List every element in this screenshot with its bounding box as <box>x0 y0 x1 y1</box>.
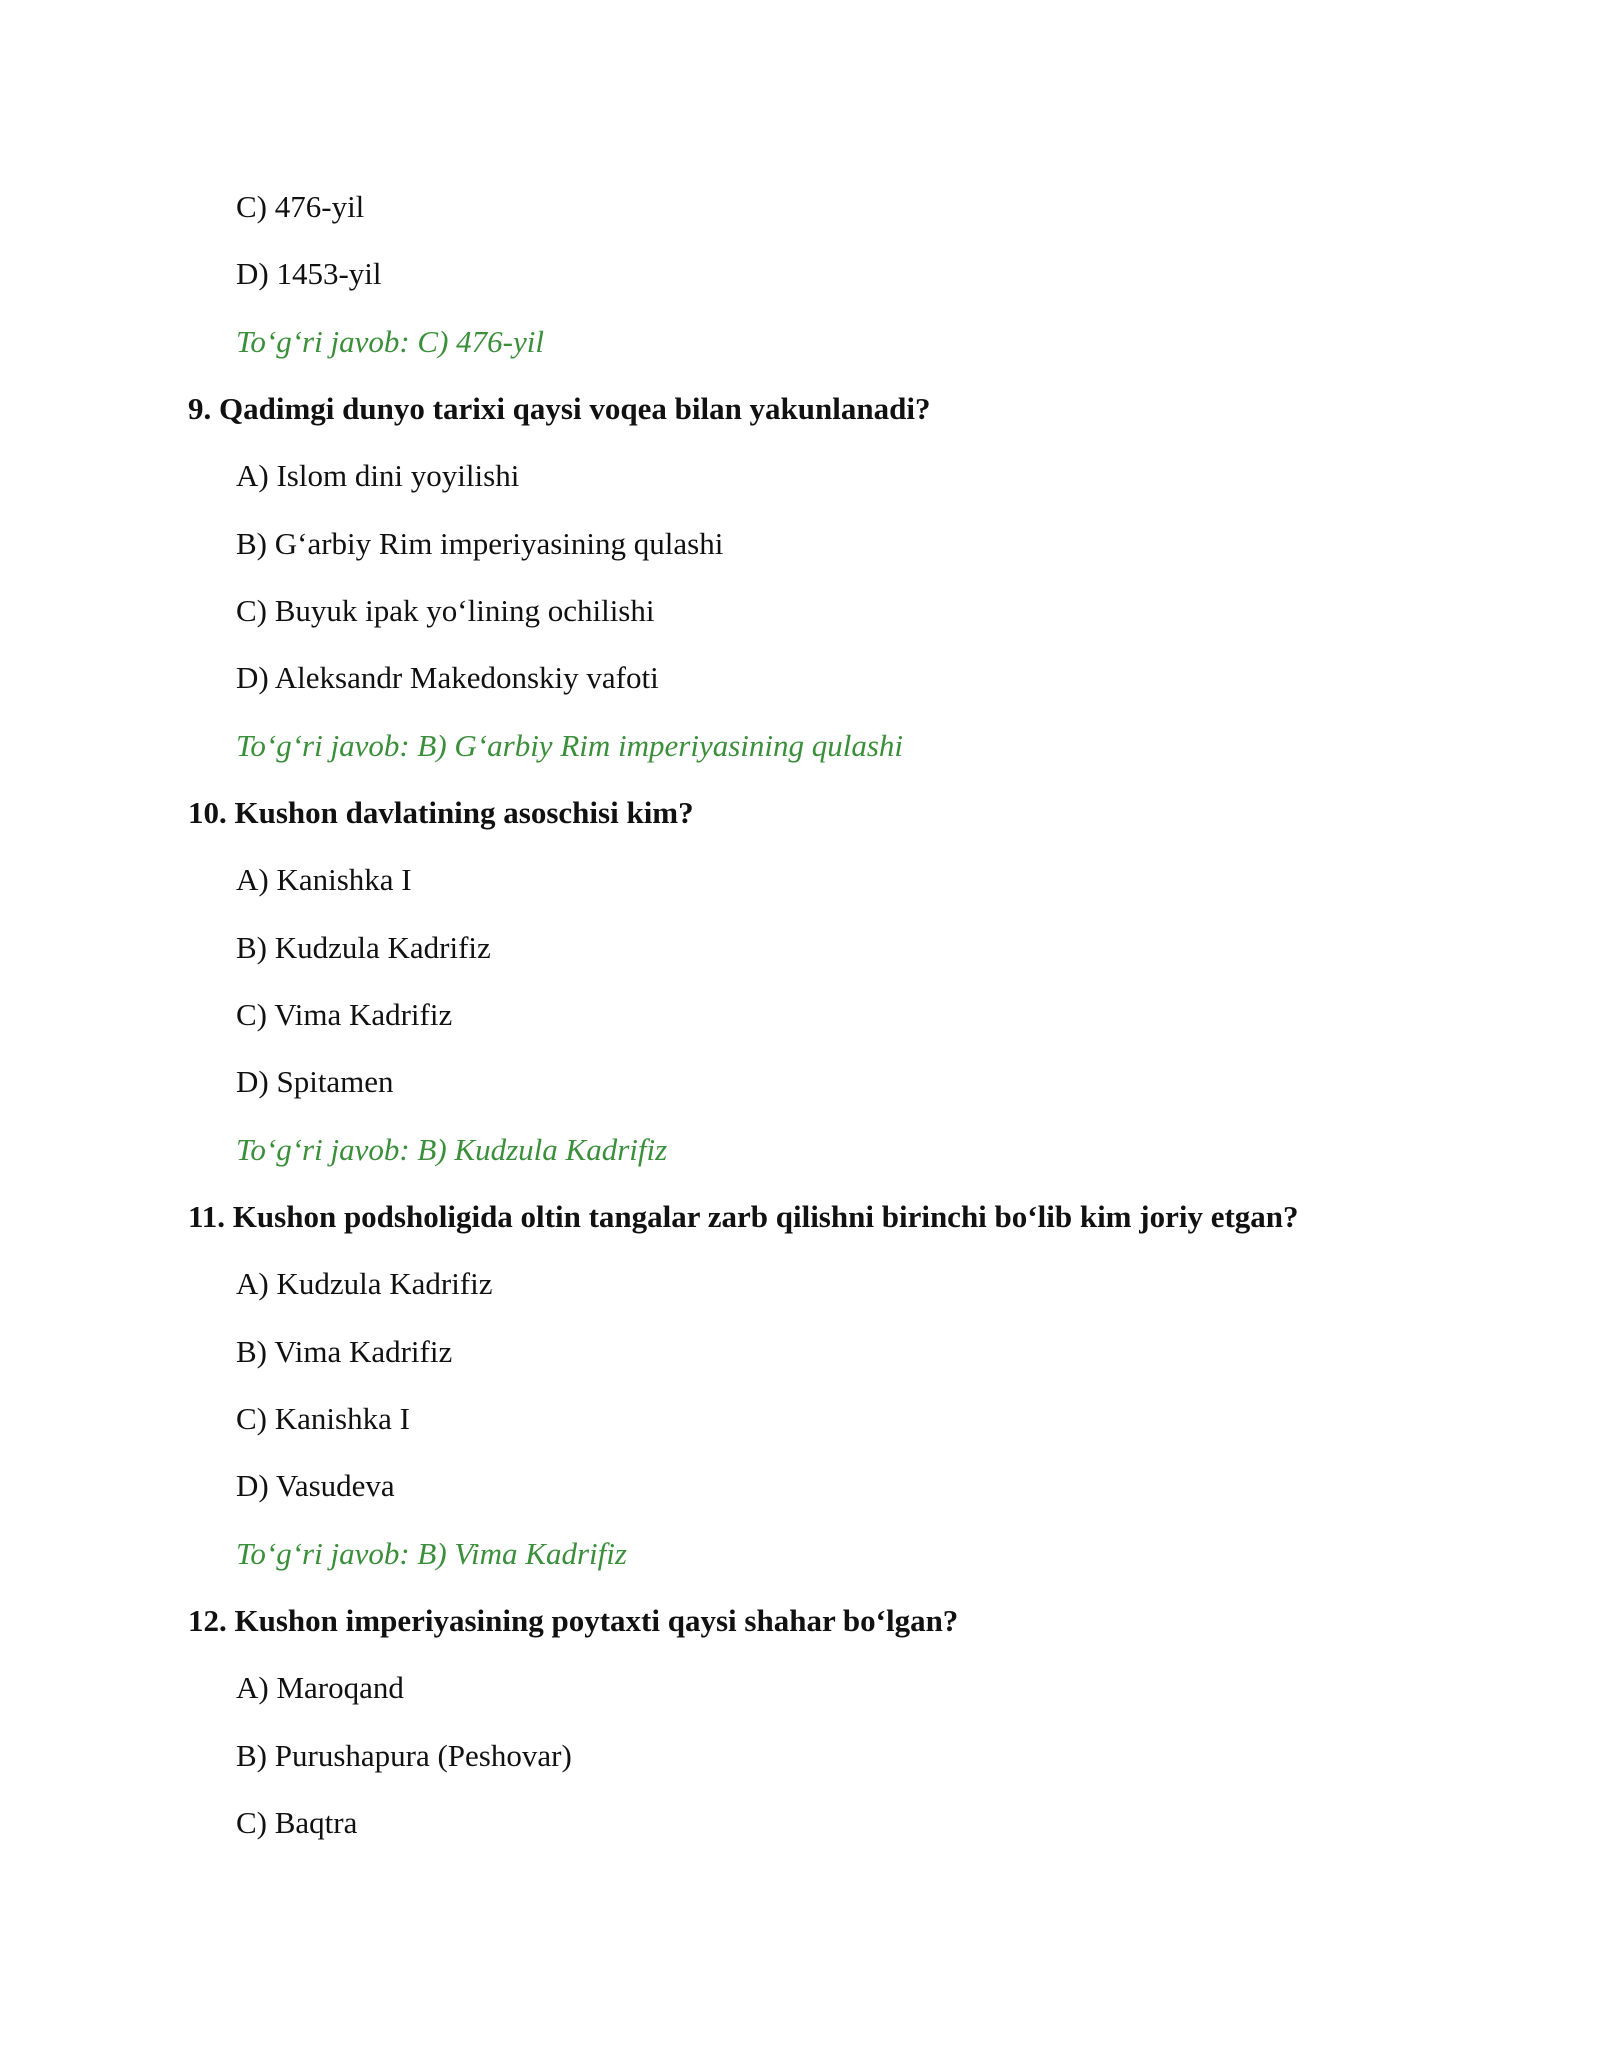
question-12-option-c: C) Baqtra <box>236 1805 358 1840</box>
question-11: 11. Kushon podsholigida oltin tangalar zarb qilishni birinchi bo‘lib kim joriy etgan? <box>188 1199 1299 1234</box>
correct-answer-8: To‘g‘ri javob: C) 476-yil <box>236 324 544 359</box>
question-11-option-c: C) Kanishka I <box>236 1401 410 1436</box>
question-10-option-b: B) Kudzula Kadrifiz <box>236 930 491 965</box>
question-12: 12. Kushon imperiyasining poytaxti qaysi shahar bo‘lgan? <box>188 1603 959 1638</box>
question-9: 9. Qadimgi dunyo tarixi qaysi voqea bilan yakunlanadi? <box>188 391 931 426</box>
question-10: 10. Kushon davlatining asoschisi kim? <box>188 795 694 830</box>
question-9-option-d: D) Aleksandr Makedonskiy vafoti <box>236 660 659 695</box>
option-d-1453: D) 1453-yil <box>236 256 382 291</box>
question-10-option-a: A) Kanishka I <box>236 862 412 897</box>
question-11-option-d: D) Vasudeva <box>236 1468 395 1503</box>
question-10-option-c: C) Vima Kadrifiz <box>236 997 453 1032</box>
question-11-option-b: B) Vima Kadrifiz <box>236 1334 453 1369</box>
question-9-option-a: A) Islom dini yoyilishi <box>236 458 520 493</box>
correct-answer-9: To‘g‘ri javob: B) G‘arbiy Rim imperiyasining qulashi <box>236 728 904 763</box>
question-11-option-a: A) Kudzula Kadrifiz <box>236 1266 493 1301</box>
question-12-option-b: B) Purushapura (Peshovar) <box>236 1738 572 1773</box>
option-c-476: C) 476-yil <box>236 189 365 224</box>
correct-answer-10: To‘g‘ri javob: B) Kudzula Kadrifiz <box>236 1132 668 1167</box>
question-9-option-b: B) G‘arbiy Rim imperiyasining qulashi <box>236 526 724 561</box>
question-12-option-a: A) Maroqand <box>236 1670 404 1705</box>
question-9-option-c: C) Buyuk ipak yo‘lining ochilishi <box>236 593 655 628</box>
correct-answer-11: To‘g‘ri javob: B) Vima Kadrifiz <box>236 1536 627 1571</box>
question-10-option-d: D) Spitamen <box>236 1064 394 1099</box>
